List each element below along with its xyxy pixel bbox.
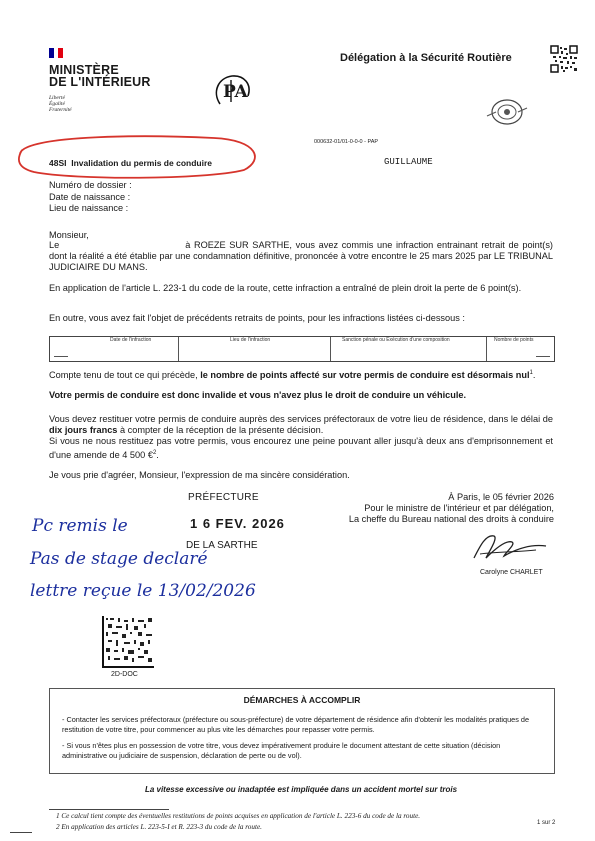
- handwritten-note-1: Pc remis le: [32, 516, 128, 536]
- road-safety-warning: La vitesse excessive ou inadaptée est impliquée dans un accident mortel sur trois: [144, 785, 458, 794]
- table-header-date: Date de l'infraction: [110, 337, 152, 343]
- republic-motto: Liberté Égalité Fraternité: [49, 95, 72, 113]
- handwritten-signature: [466, 528, 548, 564]
- page-number: 1 sur 2: [537, 820, 556, 826]
- prefecture-stamp-title: PRÉFECTURE: [188, 492, 259, 503]
- signature-block: [318, 492, 554, 526]
- closing-formula: Je vous prie d'agréer, Monsieur, l'expression de ma sincère considération.: [49, 470, 350, 480]
- service-name: Délégation à la Sécurité Routière: [340, 52, 512, 64]
- place-date: À Paris, le 05 février 2026: [448, 492, 554, 502]
- salutation: Monsieur,: [49, 230, 89, 240]
- prefecture-stamp-department: DE LA SARTHE: [186, 540, 258, 551]
- demarches-box: [49, 688, 555, 774]
- paragraph-previous: En outre, vous avez fait l'objet de précédents retraits de points, pour les infractions listées ci-dessous :: [49, 313, 465, 323]
- handwritten-note-3: lettre reçue le 13/02/2026: [30, 581, 256, 601]
- margin-mark: [10, 832, 32, 833]
- recipient-name: GUILLAUME: [384, 157, 433, 167]
- birth-date-label: Date de naissance :: [49, 191, 131, 202]
- demarches-item-1: - Contacter les services préfectoraux (préfecture ou sous-préfecture) de votre département de résidence afin d'obtenir les modalités pratiques de restitution de votre titre, pour commencer au plus vite les démarches pour repasser votre permis.: [62, 715, 530, 734]
- table-header-place: Lieu de l'infraction: [230, 337, 271, 343]
- identity-fields: [49, 180, 132, 215]
- paragraph-points-lost: En application de l'article L. 223-1 du code de la route, cette infraction a entraîné de plein droit la perte de 6 point(s).: [49, 283, 522, 293]
- marianne-flag-icon: [49, 48, 63, 58]
- footnote-1: 1 Ce calcul tient compte des éventuelles restitutions de points acquises en application de l'article L. 223-6 du code de la route.: [56, 812, 421, 820]
- demarches-title: DÉMARCHES À ACCOMPLIR: [243, 695, 361, 705]
- document-reference: 000632-01/01-0-0-0 - PAP: [314, 139, 379, 145]
- form-title: 48SI Invalidation du permis de conduire: [49, 158, 212, 168]
- paragraph-infraction: Le à ROEZE SUR SARTHE, vous avez commis une infraction entrainant retrait de point(s) dont la réalité a été établie par une condamnation définitive, prononcée à votre encontre le 25 mars 2025 par LE TRIBUNAL JUDICIAIRE DU MANS.: [49, 240, 553, 273]
- signature-line-2: La cheffe du Bureau national des droits à conduire: [348, 514, 554, 525]
- table-header-points: Nombre de points: [494, 337, 534, 343]
- footnote-divider: [49, 809, 169, 810]
- ministry-name: MINISTÈRE DE L'INTÉRIEUR: [49, 63, 151, 89]
- paragraph-points-null: Compte tenu de tout ce qui précède, le nombre de points affecté sur votre permis de conduire est désormais nul$^1$.: [49, 370, 536, 381]
- datamatrix-code-icon: [102, 616, 154, 668]
- red-ellipse-annotation: [14, 130, 262, 180]
- footnote-2: 2 En application des articles L. 223-5-I et R. 223-3 du code de la route.: [56, 823, 262, 831]
- official-seal-icon: [484, 98, 530, 126]
- signature-line-1: Pour le ministre de l'intérieur et par délégation,: [364, 503, 554, 514]
- file-number-label: Numéro de dossier :: [49, 180, 132, 190]
- demarches-item-2: - Si vous n'êtes plus en possession de votre titre, vous devez impérativement produire le document attestant de cette situation (décision administrative ou judiciaire de suspension, déclaration de perte ou de vol).: [62, 741, 501, 760]
- birth-place-label: Lieu de naissance :: [49, 203, 129, 213]
- table-header-sanction: Sanction pénale ou Exécution d'une composition: [342, 337, 450, 343]
- paragraph-restitution: Vous devez restituer votre permis de conduire auprès des services préfectoraux de votre lieu de résidence, dans le délai de dix jours francs à compter de la réception de la présente décision. Si vous ne nous restituez pas votre permis, vous encourez une peine pouvant aller jusqu'à deux ans d'emprisonnement et d'une amende de 4 500 €$^2$.: [49, 414, 553, 460]
- qr-code-icon: [550, 45, 578, 73]
- previous-infractions-table: [49, 336, 555, 362]
- datamatrix-label: 2D-DOC: [111, 671, 138, 678]
- paragraph-license-invalid: Votre permis de conduire est donc invalide et vous n'avez plus le droit de conduire un véhicule.: [49, 390, 467, 400]
- pa-stamp: PA: [210, 70, 256, 116]
- signer-name: Carolyne CHARLET: [480, 569, 543, 576]
- handwritten-note-2: Pas de stage declaré: [30, 549, 208, 569]
- prefecture-stamp-date: 1 6 FEV. 2026: [190, 516, 285, 531]
